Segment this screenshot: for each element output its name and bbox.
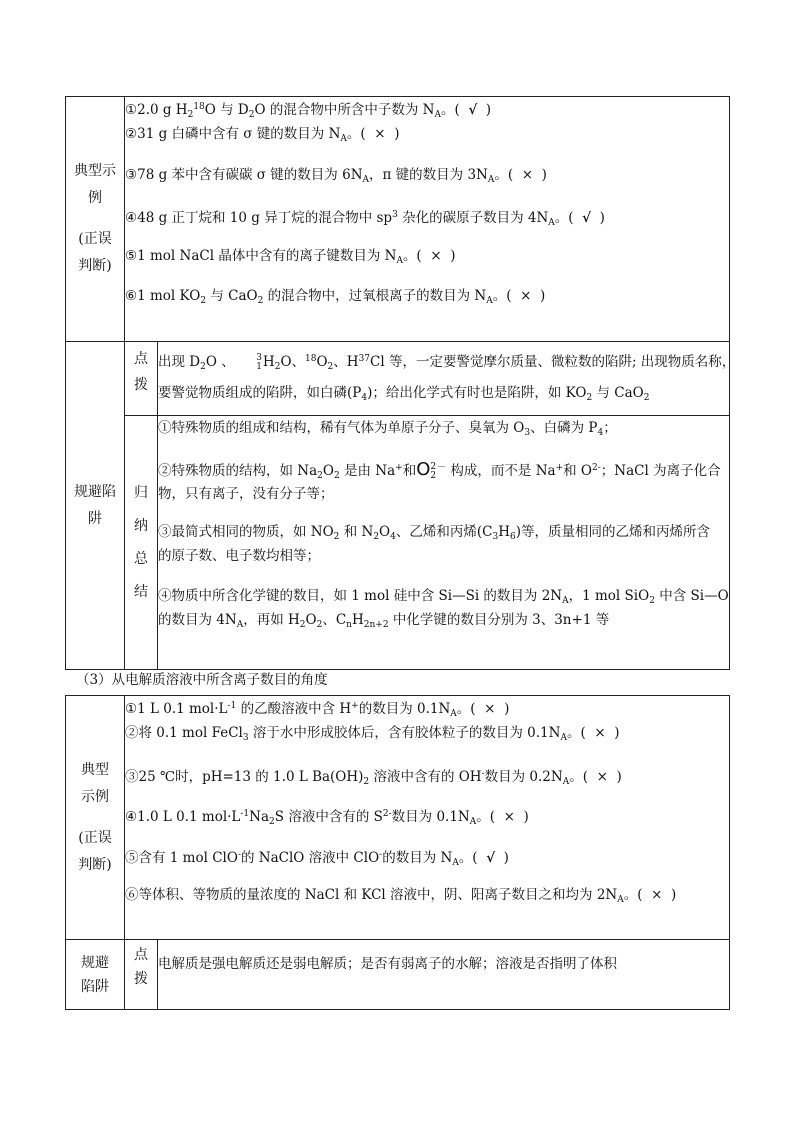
label-text: 典型示 (74, 163, 116, 179)
example-item-3: ③78 g 苯中含有碳碳 σ 键的数目为 $6N_A$，π 键的数目为 $3N_A$。( × ) (125, 166, 547, 185)
example-item-1: ①2.0 g $H_2^{18}O$ 与 $D_2O$ 的混合物中所含中子数为 $N_A$。( √ ) (125, 102, 492, 120)
cross-mark: × (503, 809, 515, 825)
check-mark: √ (486, 849, 496, 866)
summary-point-2-cont: 物，只有离子，没有分子等； (158, 486, 334, 502)
cross-mark: × (484, 701, 496, 717)
cross-mark: × (374, 126, 386, 142)
label-text: 阱 (88, 510, 102, 527)
table-section-2 (65, 695, 730, 1010)
cross-mark: × (651, 887, 663, 903)
cross-mark: × (521, 166, 534, 183)
table-section-1 (65, 96, 736, 670)
example-item-2: ②31 g 白磷中含有 σ 键的数目为 $N_A$。( × ) (125, 126, 400, 144)
example-item-4: ④48 g 正丁烷和 10 g 异丁烷的混合物中 $sp^3$ 杂化的碳原子数目为 $4N_A$。( √ ) (125, 210, 605, 228)
summary-point-4: ④物质中所含化学键的数目，如 1 mol 硅中含 Si—Si 的数目为 $2N_A$，1 mol SiO$_2$ 中含 Si—O (158, 588, 729, 606)
summary-point-4-cont: 的数目为 $4N_A$，再如 $H_2O_2$、$C_nH_{2n+2}$ 中化学键的数目分别为 3、3n+1 等 (158, 612, 610, 630)
summary-point-1: ①特殊物质的组成和结构，稀有气体为单原子分子、臭氧为 $O_3$、白磷为 $P_4$； (158, 420, 617, 438)
label-text: 判断) (78, 258, 112, 274)
label-text: 陷阱 (81, 978, 109, 995)
example-item-4: ④1.0 L 0.1 $mol\cdot L^{-1}Na_2S$ 溶液中含有的 $S^{2-}$数目为 $0.1N_A$。( × ) (125, 809, 529, 827)
label-text: 拨 (134, 971, 148, 987)
cross-mark: × (520, 288, 532, 304)
label-text: 拨 (134, 377, 148, 393)
label-text: 点 (134, 351, 148, 367)
label-text: (正误 (78, 829, 112, 846)
tips-text-1: 出现 $D_2O$ 、 3 $1H_2O$、$^{18}O_2$、$H^{37}Cl$ 等，一定要警觉摩尔质量、微粒数的陷阱; 出现物质名称， 要警觉物质组成的陷阱，如白磷$(P_4)$；给出化学式有时也是陷阱，如 $KO_2$ 与 CaO$_2$ (158, 342, 730, 416)
label-text: 规避陷 (74, 483, 116, 500)
label-avoid-traps-2 (66, 940, 125, 1010)
label-tips-2 (125, 940, 158, 1010)
label-summary (125, 416, 158, 670)
example-list-1 (125, 97, 730, 342)
label-text: 纳 (134, 517, 148, 534)
cross-mark: × (594, 725, 606, 741)
example-list-2 (125, 696, 730, 940)
example-item-6: ⑥1 mol $KO_2$ 与 CaO$_2$ 的混合物中，过氧根离子的数目为 $N_A$。( × ) (125, 288, 546, 306)
check-mark: √ (468, 102, 478, 118)
label-typical-example (66, 97, 125, 342)
label-text: 点 (134, 947, 148, 963)
cross-mark: × (430, 247, 442, 264)
example-item-2: ②将 0.1 mol FeCl$_3$ 溶于水中形成胶体后，含有胶体粒子的数目为 $0.1N_A$。( × ) (125, 725, 620, 743)
label-text: 归 (134, 484, 148, 501)
label-text: (正误 (78, 231, 112, 247)
example-item-6: ⑥等体积、等物质的量浓度的 NaCl 和 KCl 溶液中，阴、阳离子数目之和均为 $2N_A$。( × ) (125, 887, 677, 905)
example-item-5: ⑤1 mol NaCl 晶体中含有的离子键数目为 $N_A$。( × ) (125, 247, 456, 266)
label-avoid-traps (66, 342, 125, 670)
summary-point-3-cont: 的原子数、电子数均相等； (158, 548, 320, 564)
label-typical-example-2 (66, 696, 125, 940)
example-item-5: ⑤含有 1 mol ClO-的 NaClO 溶液中 ClO-的数目为 $N_A$。( √ ) (125, 849, 509, 868)
label-text: 规避 (81, 954, 109, 971)
label-text: 判断) (78, 856, 112, 873)
label-text: 结 (134, 583, 148, 600)
summary-point-2: ②特殊物质的结构，如 $Na_2O_2$ 是由 Na+和O2 2－ 构成，而不是 Na+和 $O^{2-}$；NaCl 为离子化合 (158, 459, 721, 481)
check-mark: √ (582, 210, 592, 226)
label-text: 例 (88, 190, 102, 206)
label-tips (125, 342, 158, 416)
summary-text (158, 416, 730, 670)
section-title-electrolyte: （3）从电解质溶液中所含离子数目的角度 (76, 672, 328, 688)
cross-mark: × (596, 768, 608, 785)
summary-point-3: ③最简式相同的物质，如 $NO_2$ 和 $N_2O_4$、乙烯和丙烯$(C_3H_6)$等，质量相同的乙烯和丙烯所含 (158, 524, 710, 542)
label-text: 示例 (81, 788, 109, 805)
example-item-3: ③25 ℃时，pH=13 的 1.0 L $Ba(OH)_2$ 溶液中含有的 OH-数目为 $0.2N_A$。( × ) (125, 768, 622, 787)
example-item-1: ①1 L 0.1 $mol\cdot L^{-1}$ 的乙酸溶液中含 H+的数目为 $0.1N_A$。( × ) (125, 701, 510, 719)
label-text: 总 (134, 550, 148, 567)
label-text: 典型 (81, 761, 109, 778)
tips-text-2: 电解质是强电解质还是弱电解质；是否有弱离子的水解；溶液是否指明了体积 (158, 940, 730, 1010)
